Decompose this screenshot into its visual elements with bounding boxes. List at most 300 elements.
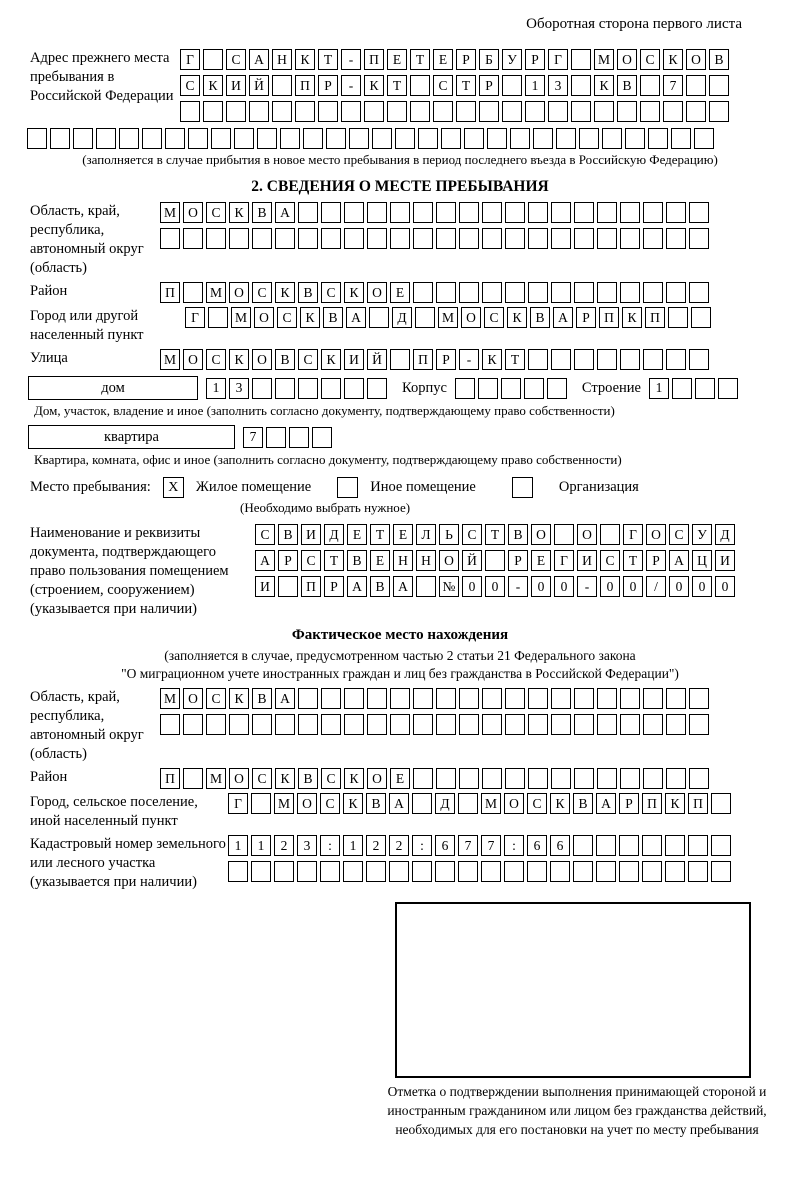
form-cell[interactable]: 1 — [525, 75, 545, 96]
form-cell[interactable] — [321, 688, 341, 709]
form-cell[interactable]: М — [206, 768, 226, 789]
form-cell[interactable] — [390, 714, 410, 735]
form-cell[interactable] — [390, 228, 410, 249]
form-cell[interactable]: Й — [249, 75, 269, 96]
form-cell[interactable] — [688, 861, 708, 882]
form-cell[interactable] — [504, 861, 524, 882]
form-cell[interactable] — [620, 282, 640, 303]
form-cell[interactable]: О — [686, 49, 706, 70]
form-cell[interactable] — [695, 378, 715, 399]
form-cell[interactable] — [573, 835, 593, 856]
form-cell[interactable]: М — [206, 282, 226, 303]
form-cell[interactable] — [413, 768, 433, 789]
form-cell[interactable]: С — [433, 75, 453, 96]
form-cell[interactable]: 7 — [458, 835, 478, 856]
form-cell[interactable] — [551, 202, 571, 223]
form-cell[interactable] — [482, 202, 502, 223]
form-cell[interactable]: 0 — [485, 576, 505, 597]
form-cell[interactable] — [619, 861, 639, 882]
form-cell[interactable]: Т — [456, 75, 476, 96]
form-cell[interactable]: К — [665, 793, 685, 814]
form-cell[interactable]: Д — [324, 524, 344, 545]
form-cell[interactable] — [666, 714, 686, 735]
form-cell[interactable] — [206, 714, 226, 735]
form-cell[interactable]: С — [252, 768, 272, 789]
form-cell[interactable] — [410, 101, 430, 122]
form-cell[interactable]: А — [669, 550, 689, 571]
form-cell[interactable]: И — [577, 550, 597, 571]
form-cell[interactable] — [596, 861, 616, 882]
form-cell[interactable]: : — [320, 835, 340, 856]
form-cell[interactable]: Й — [367, 349, 387, 370]
form-cell[interactable] — [642, 835, 662, 856]
form-cell[interactable]: 7 — [663, 75, 683, 96]
form-cell[interactable] — [485, 550, 505, 571]
form-cell[interactable]: П — [160, 768, 180, 789]
form-cell[interactable]: К — [507, 307, 527, 328]
form-cell[interactable] — [257, 128, 277, 149]
form-cell[interactable] — [266, 427, 286, 448]
form-cell[interactable] — [505, 228, 525, 249]
form-cell[interactable]: П — [301, 576, 321, 597]
form-cell[interactable]: Г — [623, 524, 643, 545]
form-cell[interactable] — [410, 75, 430, 96]
form-cell[interactable]: И — [255, 576, 275, 597]
form-cell[interactable]: К — [295, 49, 315, 70]
form-cell[interactable]: К — [344, 768, 364, 789]
form-cell[interactable] — [574, 714, 594, 735]
form-cell[interactable] — [369, 307, 389, 328]
form-cell[interactable]: 0 — [462, 576, 482, 597]
form-cell[interactable] — [303, 128, 323, 149]
form-cell[interactable] — [312, 427, 332, 448]
form-cell[interactable]: 3 — [229, 378, 249, 399]
form-cell[interactable] — [390, 349, 410, 370]
form-cell[interactable] — [482, 282, 502, 303]
form-cell[interactable]: 7 — [243, 427, 263, 448]
form-cell[interactable] — [620, 349, 640, 370]
form-cell[interactable] — [418, 128, 438, 149]
form-cell[interactable]: / — [646, 576, 666, 597]
form-cell[interactable] — [226, 101, 246, 122]
form-cell[interactable] — [571, 101, 591, 122]
form-cell[interactable]: С — [527, 793, 547, 814]
form-cell[interactable]: Г — [185, 307, 205, 328]
form-cell[interactable]: Г — [228, 793, 248, 814]
form-cell[interactable]: В — [347, 550, 367, 571]
form-cell[interactable]: Г — [180, 49, 200, 70]
form-cell[interactable]: К — [622, 307, 642, 328]
form-cell[interactable]: С — [255, 524, 275, 545]
form-cell[interactable] — [668, 307, 688, 328]
form-cell[interactable]: Е — [390, 768, 410, 789]
form-cell[interactable]: Е — [347, 524, 367, 545]
form-cell[interactable]: К — [550, 793, 570, 814]
form-cell[interactable] — [528, 228, 548, 249]
form-cell[interactable] — [689, 688, 709, 709]
form-cell[interactable] — [436, 228, 456, 249]
form-cell[interactable] — [597, 228, 617, 249]
form-cell[interactable] — [533, 128, 553, 149]
form-cell[interactable] — [481, 861, 501, 882]
form-cell[interactable] — [620, 688, 640, 709]
form-cell[interactable]: Р — [576, 307, 596, 328]
form-cell[interactable] — [597, 714, 617, 735]
form-cell[interactable]: Т — [387, 75, 407, 96]
form-cell[interactable] — [344, 228, 364, 249]
form-cell[interactable]: О — [229, 282, 249, 303]
form-cell[interactable]: П — [645, 307, 665, 328]
form-cell[interactable] — [320, 861, 340, 882]
form-cell[interactable] — [389, 861, 409, 882]
form-cell[interactable] — [436, 282, 456, 303]
form-cell[interactable] — [643, 202, 663, 223]
form-cell[interactable]: С — [298, 349, 318, 370]
form-cell[interactable] — [665, 835, 685, 856]
form-cell[interactable]: Е — [387, 49, 407, 70]
form-cell[interactable] — [666, 349, 686, 370]
form-cell[interactable] — [252, 228, 272, 249]
form-cell[interactable]: М — [594, 49, 614, 70]
form-cell[interactable]: И — [301, 524, 321, 545]
form-cell[interactable]: В — [298, 282, 318, 303]
form-cell[interactable] — [602, 128, 622, 149]
form-cell[interactable] — [597, 282, 617, 303]
form-cell[interactable] — [666, 282, 686, 303]
form-cell[interactable]: С — [669, 524, 689, 545]
form-cell[interactable] — [694, 128, 714, 149]
form-cell[interactable] — [349, 128, 369, 149]
form-cell[interactable]: О — [577, 524, 597, 545]
form-cell[interactable] — [482, 768, 502, 789]
form-cell[interactable] — [482, 688, 502, 709]
form-cell[interactable]: - — [577, 576, 597, 597]
form-cell[interactable]: К — [300, 307, 320, 328]
form-cell[interactable]: Р — [508, 550, 528, 571]
form-cell[interactable]: В — [508, 524, 528, 545]
form-cell[interactable] — [441, 128, 461, 149]
form-cell[interactable]: Р — [318, 75, 338, 96]
form-cell[interactable]: П — [295, 75, 315, 96]
form-cell[interactable]: С — [321, 768, 341, 789]
form-cell[interactable] — [711, 861, 731, 882]
form-cell[interactable]: 2 — [389, 835, 409, 856]
form-cell[interactable] — [341, 101, 361, 122]
form-cell[interactable] — [274, 861, 294, 882]
form-cell[interactable]: О — [367, 768, 387, 789]
form-cell[interactable]: В — [323, 307, 343, 328]
form-cell[interactable] — [180, 101, 200, 122]
form-cell[interactable] — [321, 228, 341, 249]
form-cell[interactable]: С — [462, 524, 482, 545]
form-cell[interactable] — [228, 861, 248, 882]
form-cell[interactable] — [206, 228, 226, 249]
form-cell[interactable] — [272, 101, 292, 122]
form-cell[interactable]: В — [252, 688, 272, 709]
form-cell[interactable]: Р — [456, 49, 476, 70]
form-cell[interactable]: К — [203, 75, 223, 96]
form-cell[interactable] — [525, 101, 545, 122]
form-cell[interactable] — [326, 128, 346, 149]
form-cell[interactable] — [711, 835, 731, 856]
form-cell[interactable] — [73, 128, 93, 149]
form-cell[interactable] — [505, 282, 525, 303]
form-cell[interactable] — [711, 793, 731, 814]
form-cell[interactable]: О — [183, 202, 203, 223]
form-cell[interactable] — [436, 202, 456, 223]
form-cell[interactable]: А — [347, 576, 367, 597]
form-cell[interactable] — [251, 793, 271, 814]
form-cell[interactable] — [183, 282, 203, 303]
form-cell[interactable] — [487, 128, 507, 149]
form-cell[interactable] — [459, 202, 479, 223]
form-cell[interactable]: 7 — [481, 835, 501, 856]
form-cell[interactable] — [643, 228, 663, 249]
form-cell[interactable] — [459, 688, 479, 709]
form-cell[interactable]: С — [321, 282, 341, 303]
form-cell[interactable]: О — [646, 524, 666, 545]
form-cell[interactable] — [321, 202, 341, 223]
form-cell[interactable]: В — [573, 793, 593, 814]
form-cell[interactable]: 2 — [366, 835, 386, 856]
form-cell[interactable] — [413, 228, 433, 249]
form-cell[interactable] — [505, 202, 525, 223]
form-cell[interactable] — [574, 282, 594, 303]
form-cell[interactable] — [643, 714, 663, 735]
form-cell[interactable]: К — [321, 349, 341, 370]
form-cell[interactable]: 1 — [343, 835, 363, 856]
form-cell[interactable]: М — [160, 349, 180, 370]
form-cell[interactable] — [278, 576, 298, 597]
form-cell[interactable] — [367, 228, 387, 249]
form-cell[interactable] — [502, 101, 522, 122]
form-cell[interactable]: А — [255, 550, 275, 571]
form-cell[interactable]: Р — [525, 49, 545, 70]
form-cell[interactable]: Е — [531, 550, 551, 571]
form-cell[interactable]: К — [229, 688, 249, 709]
form-cell[interactable] — [344, 202, 364, 223]
form-cell[interactable] — [556, 128, 576, 149]
form-cell[interactable] — [571, 49, 591, 70]
form-cell[interactable]: Т — [485, 524, 505, 545]
form-cell[interactable] — [412, 861, 432, 882]
form-cell[interactable] — [554, 524, 574, 545]
form-cell[interactable] — [367, 714, 387, 735]
form-cell[interactable] — [528, 349, 548, 370]
form-cell[interactable] — [548, 101, 568, 122]
form-cell[interactable] — [527, 861, 547, 882]
form-cell[interactable] — [689, 228, 709, 249]
form-cell[interactable] — [501, 378, 521, 399]
form-cell[interactable] — [464, 128, 484, 149]
form-cell[interactable] — [666, 768, 686, 789]
form-cell[interactable] — [551, 282, 571, 303]
form-cell[interactable]: : — [412, 835, 432, 856]
form-cell[interactable]: А — [553, 307, 573, 328]
form-cell[interactable] — [691, 307, 711, 328]
form-cell[interactable] — [229, 714, 249, 735]
form-cell[interactable]: Д — [392, 307, 412, 328]
form-cell[interactable]: 2 — [274, 835, 294, 856]
form-cell[interactable] — [550, 861, 570, 882]
form-cell[interactable]: Д — [435, 793, 455, 814]
form-cell[interactable] — [249, 101, 269, 122]
form-cell[interactable]: О — [461, 307, 481, 328]
form-cell[interactable]: Б — [479, 49, 499, 70]
form-cell[interactable]: Ь — [439, 524, 459, 545]
form-cell[interactable] — [666, 688, 686, 709]
form-cell[interactable] — [367, 688, 387, 709]
form-cell[interactable] — [643, 688, 663, 709]
form-cell[interactable] — [524, 378, 544, 399]
form-cell[interactable]: Н — [416, 550, 436, 571]
form-cell[interactable]: К — [229, 202, 249, 223]
form-cell[interactable] — [574, 202, 594, 223]
form-cell[interactable] — [289, 427, 309, 448]
form-cell[interactable] — [183, 228, 203, 249]
form-cell[interactable] — [551, 768, 571, 789]
form-cell[interactable] — [528, 202, 548, 223]
form-cell[interactable] — [413, 688, 433, 709]
form-cell[interactable]: 6 — [550, 835, 570, 856]
form-cell[interactable]: Р — [619, 793, 639, 814]
form-cell[interactable]: У — [502, 49, 522, 70]
form-cell[interactable] — [597, 688, 617, 709]
form-cell[interactable] — [686, 75, 706, 96]
form-cell[interactable] — [620, 768, 640, 789]
form-cell[interactable]: Р — [324, 576, 344, 597]
form-cell[interactable]: О — [252, 349, 272, 370]
form-cell[interactable] — [718, 378, 738, 399]
form-cell[interactable] — [436, 768, 456, 789]
form-cell[interactable]: 0 — [669, 576, 689, 597]
form-cell[interactable] — [458, 861, 478, 882]
form-cell[interactable]: М — [160, 688, 180, 709]
form-cell[interactable] — [482, 228, 502, 249]
form-cell[interactable]: Е — [393, 524, 413, 545]
form-cell[interactable] — [183, 768, 203, 789]
form-cell[interactable]: М — [231, 307, 251, 328]
form-cell[interactable]: 0 — [715, 576, 735, 597]
form-cell[interactable] — [183, 714, 203, 735]
form-cell[interactable]: Н — [272, 49, 292, 70]
form-cell[interactable] — [459, 282, 479, 303]
form-cell[interactable] — [551, 688, 571, 709]
form-cell[interactable] — [505, 714, 525, 735]
form-cell[interactable]: Р — [646, 550, 666, 571]
form-cell[interactable]: М — [438, 307, 458, 328]
form-cell[interactable] — [689, 714, 709, 735]
form-cell[interactable] — [620, 202, 640, 223]
form-cell[interactable] — [459, 228, 479, 249]
form-cell[interactable] — [458, 793, 478, 814]
form-cell[interactable] — [27, 128, 47, 149]
form-cell[interactable] — [298, 228, 318, 249]
form-cell[interactable] — [295, 101, 315, 122]
form-cell[interactable]: С — [206, 688, 226, 709]
form-cell[interactable]: В — [366, 793, 386, 814]
form-cell[interactable] — [456, 101, 476, 122]
form-cell[interactable] — [433, 101, 453, 122]
form-cell[interactable] — [275, 228, 295, 249]
form-cell[interactable] — [482, 714, 502, 735]
form-cell[interactable]: С — [252, 282, 272, 303]
form-cell[interactable] — [643, 768, 663, 789]
form-cell[interactable] — [617, 101, 637, 122]
form-cell[interactable] — [689, 768, 709, 789]
form-cell[interactable]: Д — [715, 524, 735, 545]
form-cell[interactable] — [551, 228, 571, 249]
form-cell[interactable] — [573, 861, 593, 882]
form-cell[interactable] — [597, 768, 617, 789]
form-cell[interactable] — [272, 75, 292, 96]
form-cell[interactable]: О — [229, 768, 249, 789]
form-cell[interactable]: 0 — [623, 576, 643, 597]
form-cell[interactable]: - — [459, 349, 479, 370]
form-cell[interactable]: - — [341, 75, 361, 96]
form-cell[interactable]: И — [715, 550, 735, 571]
form-cell[interactable]: 0 — [531, 576, 551, 597]
form-cell[interactable] — [366, 861, 386, 882]
form-cell[interactable]: С — [301, 550, 321, 571]
form-cell[interactable] — [478, 378, 498, 399]
form-cell[interactable] — [395, 128, 415, 149]
form-cell[interactable] — [574, 349, 594, 370]
form-cell[interactable] — [528, 282, 548, 303]
form-cell[interactable]: П — [642, 793, 662, 814]
form-cell[interactable] — [211, 128, 231, 149]
form-cell[interactable]: М — [481, 793, 501, 814]
form-cell[interactable]: Т — [324, 550, 344, 571]
form-cell[interactable]: С — [320, 793, 340, 814]
form-cell[interactable] — [579, 128, 599, 149]
form-cell[interactable] — [600, 524, 620, 545]
form-cell[interactable] — [252, 714, 272, 735]
form-cell[interactable]: О — [183, 688, 203, 709]
form-cell[interactable]: Р — [278, 550, 298, 571]
form-cell[interactable]: Т — [370, 524, 390, 545]
form-cell[interactable] — [390, 202, 410, 223]
form-cell[interactable]: В — [298, 768, 318, 789]
form-cell[interactable]: 0 — [600, 576, 620, 597]
form-cell[interactable] — [413, 282, 433, 303]
form-cell[interactable]: В — [278, 524, 298, 545]
form-cell[interactable] — [412, 793, 432, 814]
form-cell[interactable]: П — [688, 793, 708, 814]
form-cell[interactable]: Е — [370, 550, 390, 571]
form-cell[interactable] — [620, 228, 640, 249]
form-cell[interactable] — [321, 378, 341, 399]
form-cell[interactable] — [571, 75, 591, 96]
form-cell[interactable] — [318, 101, 338, 122]
form-cell[interactable]: А — [346, 307, 366, 328]
form-cell[interactable]: Е — [390, 282, 410, 303]
form-cell[interactable] — [364, 101, 384, 122]
form-cell[interactable] — [689, 349, 709, 370]
form-cell[interactable]: 6 — [527, 835, 547, 856]
form-cell[interactable] — [648, 128, 668, 149]
form-cell[interactable] — [298, 202, 318, 223]
form-cell[interactable]: Г — [548, 49, 568, 70]
form-cell[interactable] — [208, 307, 228, 328]
form-cell[interactable]: С — [640, 49, 660, 70]
form-cell[interactable]: А — [249, 49, 269, 70]
form-cell[interactable]: Т — [623, 550, 643, 571]
form-cell[interactable]: О — [183, 349, 203, 370]
form-cell[interactable] — [142, 128, 162, 149]
form-cell[interactable]: О — [254, 307, 274, 328]
form-cell[interactable]: Т — [410, 49, 430, 70]
